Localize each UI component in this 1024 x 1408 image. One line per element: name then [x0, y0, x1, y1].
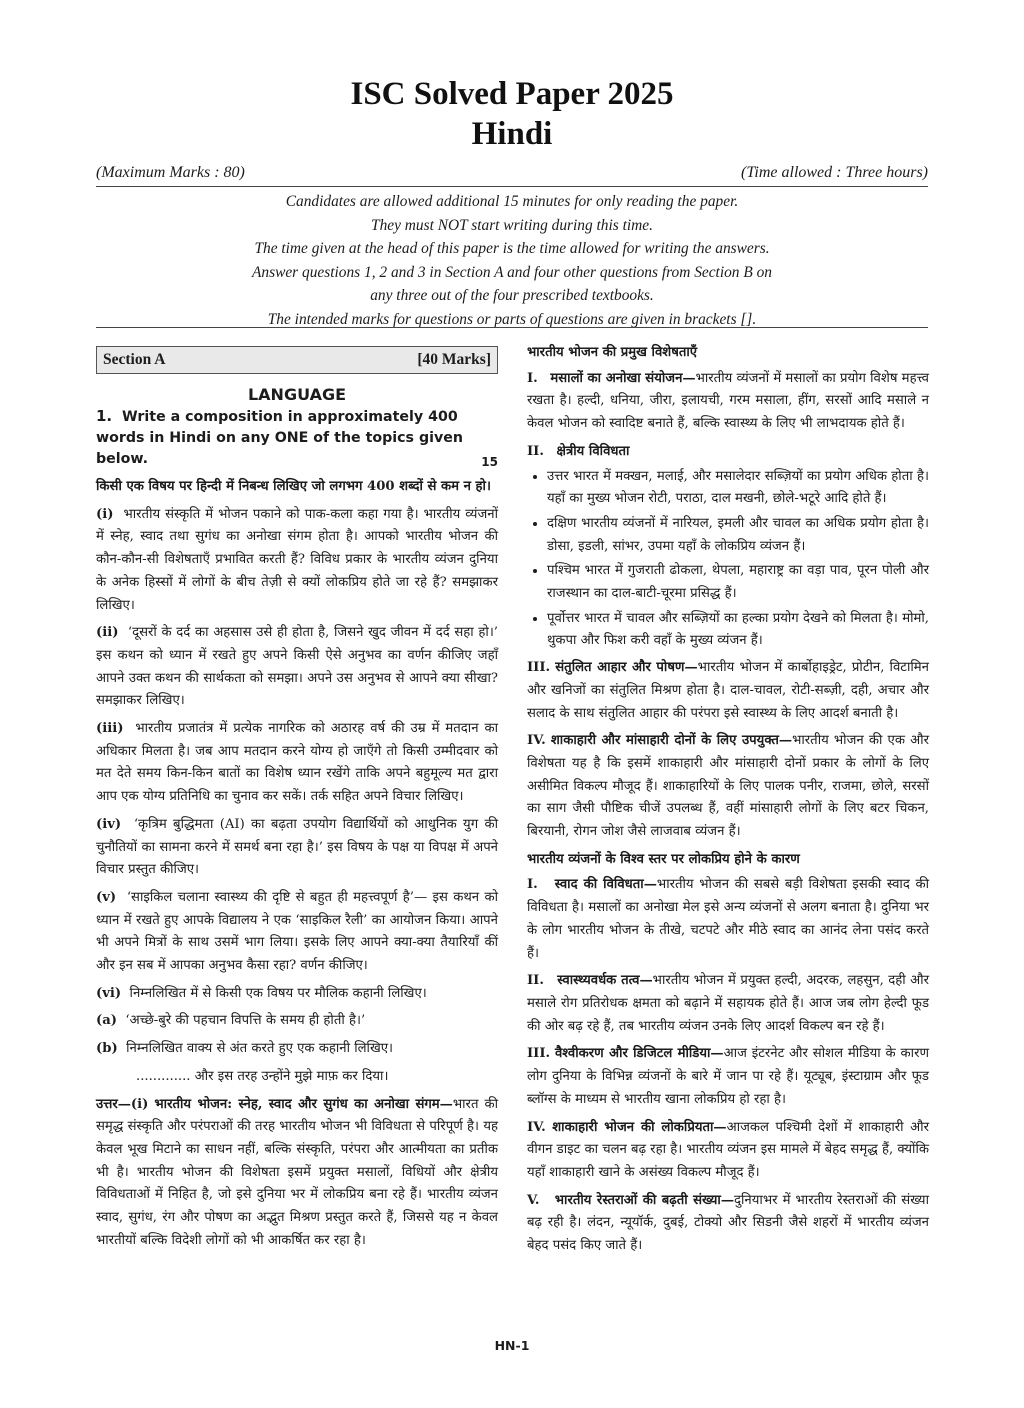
instruction-line: The time given at the head of this paper is the time allowed for writing the answers.	[254, 240, 770, 257]
topic-text: ‘कृत्रिम बुद्धिमता (AI) का बढ़ता उपयोग विद्यार्थियों को आधुनिक युग की चुनौतियों का सामना करने में समर्थ बना रहा है।’ इस विषय के पक्ष या विपक्ष में अपने विचार प्रस्तुत कीजिए।	[96, 816, 498, 878]
topic-text: निम्नलिखित में से किसी एक विषय पर मौलिक कहानी लिखिए।	[129, 985, 427, 1001]
topic-label: (a)	[96, 1013, 118, 1029]
answer-text: भारत की समृद्ध संस्कृति और परंपराओं की तरह भारतीय भोजन भी विविधता से परिपूर्ण है। यह केवल भूख मिटाने का साधन नहीं, बल्कि संस्कृति, परंपरा और आत्मीयता का प्रतीक भी है। भारतीय भोजन की विशेषता इसमें प्रयुक्त मसालों, विधियों और क्षेत्रीय विविधताओं में निहित है, जो इसे दुनिया भर में लोकप्रिय बना रहे हैं। भारतीय व्यंजन स्वाद, सुगंध, रंग और पोषण का अद्भुत मिश्रण प्रस्तुत करते हैं, जिससे यह न केवल भारतीयों बल्कि विदेशी लोगों को भी आकर्षित कर रहा है।	[96, 1096, 498, 1248]
topic-text: ‘साइकिल चलाना स्वास्थ्य की दृष्टि से बहुत ही महत्त्वपूर्ण है’— इस कथन को ध्यान में रखते हुए आपके विद्यालय ने एक ‘साइकिल रैली’ का आयोजन किया। आपने भी अपने मित्रों के साथ उसमें भाग लिया। इसके लिए आपने क्या-क्या तैयारियाँ कीं और इन सब में आपका अनुभव कैसा रहा? वर्णन कीजिए।	[96, 889, 498, 974]
topic-label: (b)	[96, 1041, 118, 1057]
point-text: आजकल पश्चिमी देशों में शाकाहारी और वीगन डाइट का चलन बढ़ रहा है। भारतीय व्यंजन इस मामले में बेहद समृद्ध हैं, क्योंकि यहाँ शाकाहारी खाने के असंख्य विकल्प मौजूद हैं।	[527, 1119, 929, 1180]
reason-point	[527, 1117, 929, 1185]
bullet-item: • दक्षिण भारतीय व्यंजनों में नारियल, इमली और चावल का अधिक प्रयोग होता है। डोसा, इडली, सांभर, उपमा यहाँ के लोकप्रिय व्यंजन हैं।	[547, 513, 929, 558]
section-label: Section A	[103, 351, 166, 368]
question-number: 1.	[96, 407, 113, 425]
feature-point	[527, 368, 929, 436]
header-rule-bottom	[96, 327, 928, 328]
point-heading: स्वास्थ्यवर्धक तत्व—	[557, 973, 653, 989]
regional-bullets	[527, 466, 929, 654]
answer-paragraph	[96, 1094, 498, 1253]
topic-label: (v)	[96, 889, 117, 905]
point-heading: भारतीय रेस्तराओं की बढ़ती संख्या—	[554, 1192, 735, 1208]
section-marks: [40 Marks]	[417, 351, 491, 368]
feature-point	[527, 441, 929, 464]
instruction-line: Answer questions 1, 2 and 3 in Section A and four other questions from Section B on	[252, 263, 772, 281]
feature-point	[527, 657, 929, 725]
instructions	[96, 190, 928, 331]
bullet-item: • पूर्वोत्तर भारत में चावल और सब्ज़ियों का हल्का प्रयोग देखने को मिलता है। मोमो, थुकपा और फिश करी वहाँ के मुख्य व्यंजन हैं।	[547, 608, 929, 653]
topic-text: निम्नलिखित वाक्य से अंत करते हुए एक कहानी लिखिए।	[126, 1041, 394, 1057]
point-text: भारतीय व्यंजनों में मसालों का प्रयोग विशेष महत्त्व रखता है। हल्दी, धनिया, जीरा, इलायची, गरम मसाला, हींग, सरसों आदि मसाले न केवल भोजन को स्वादिष्ट बनाते हैं, बल्कि स्वास्थ्य के लिए भी लाभदायक होते हैं।	[527, 370, 929, 432]
point-label: II.	[527, 443, 544, 459]
topic-item	[96, 887, 498, 978]
point-heading: स्वाद की विविधता—	[554, 877, 657, 893]
point-label: I.	[527, 370, 538, 386]
instruction-line: Candidates are allowed additional 15 minutes for only reading the paper.	[285, 193, 739, 210]
topic-label: (iv)	[96, 816, 122, 832]
topic-item	[96, 983, 498, 1006]
reason-point	[527, 1043, 929, 1111]
topic-label: (ii)	[96, 625, 119, 641]
instruction-line: The intended marks for questions or parts of questions are given in brackets [].	[267, 310, 757, 328]
topic-item	[96, 814, 498, 882]
point-heading: शाकाहारी भोजन की लोकप्रियता—	[552, 1119, 727, 1135]
topic-b-line: ............. और इस तरह उन्होंने मुझे माफ़ कर दिया।	[136, 1068, 389, 1084]
bullet-item: • उत्तर भारत में मक्खन, मलाई, और मसालेदार सब्ज़ियों का प्रयोग अधिक होता है। यहाँ का मुख्य भोजन रोटी, पराठा, दाल मखनी, छोले-भटूरे आदि होते हैं।	[547, 466, 929, 511]
answer-label: उत्तर—(i)	[96, 1096, 149, 1112]
popularity-heading: भारतीय व्यंजनों के विश्व स्तर पर लोकप्रिय होने के कारण	[527, 851, 800, 867]
question-text: Write a composition in approximately 400 words in Hindi on any ONE of the topics given below.	[96, 409, 463, 467]
point-text: भारतीय भोजन की सबसे बड़ी विशेषता इसकी स्वाद की विविधता है। मसालों का अनोखा मेल इसे अन्य व्यंजनों से अलग बनाता है। दुनिया भर के लोग भारतीय भोजन के तीखे, चटपटे और मीठे स्वाद का आनंद लेना पसंद करते हैं।	[527, 877, 929, 961]
point-label: V.	[527, 1192, 540, 1208]
point-label: I.	[527, 877, 538, 893]
point-label: IV.	[527, 733, 546, 749]
bullet-item: • पश्चिम भारत में गुजराती ढोकला, थेपला, महाराष्ट्र का वड़ा पाव, पूरन पोली और राजस्थान का दाल-बाटी-चूरमा प्रसिद्ध हैं।	[547, 560, 929, 605]
point-label: III.	[527, 660, 551, 676]
topic-text: भारतीय संस्कृति में भोजन पकाने को पाक-कला कहा गया है। भारतीय व्यंजनों में स्नेह, स्वाद तथा सुगंध का अनोखा संगम होता है। आपको भारतीय भोजन की कौन-कौन-सी विशेषताएँ प्रभावित करती हैं? विविध प्रकार के भारतीय व्यंजन दुनिया के अनेक हिस्सों में लोगों के बीच तेज़ी से क्यों लोकप्रिय होते जा रहे हैं? समझाकर लिखिए।	[96, 506, 498, 613]
topic-item	[96, 504, 498, 618]
question-hindi-instruction: किसी एक विषय पर हिन्दी में निबन्ध लिखिए जो लगभग 400 शब्दों से कम न हो।	[96, 479, 491, 494]
topic-item	[96, 1010, 498, 1033]
topic-label: (vi)	[96, 985, 122, 1001]
topic-item	[96, 1038, 498, 1061]
point-heading: शाकाहारी और मांसाहारी दोनों के लिए उपयुक्त—	[550, 733, 793, 749]
point-label: IV.	[527, 1119, 546, 1135]
answer-heading: भारतीय भोजन: स्नेह, स्वाद और सुगंध का अनोखा संगम—	[154, 1096, 453, 1112]
left-column	[96, 342, 498, 1258]
subject-title: Hindi	[471, 116, 553, 152]
point-heading: संतुलित आहार और पोषण—	[555, 660, 698, 676]
reason-point	[527, 970, 929, 1038]
features-heading: भारतीय भोजन की प्रमुख विशेषताएँ	[527, 345, 698, 360]
header-rule-top	[96, 186, 928, 187]
topic-label: (i)	[96, 506, 114, 522]
point-text: आज इंटरनेट और सोशल मीडिया के कारण लोग दुनिया के विभिन्न व्यंजनों के बारे में जान पा रहे हैं। यूट्यूब, इंस्टाग्राम और फूड ब्लॉग्स के माध्यम से भारतीय खाना लोकप्रिय हो रहा है।	[527, 1046, 929, 1107]
reason-point	[527, 1190, 929, 1258]
instruction-line: any three out of the four prescribed textbooks.	[370, 287, 654, 304]
topic-item	[96, 622, 498, 713]
point-heading: क्षेत्रीय विविधता	[556, 443, 630, 459]
reason-point	[527, 874, 929, 965]
language-heading: LANGUAGE	[247, 385, 347, 404]
topic-label: (iii)	[96, 721, 124, 737]
point-text: दुनियाभर में भारतीय रेस्तराओं की संख्या बढ़ रही है। लंदन, न्यूयॉर्क, दुबई, टोक्यो और सिडनी जैसे शहरों में भारतीय व्यंजन बेहद पसंद किए जाते हैं।	[527, 1192, 929, 1254]
point-label: III.	[527, 1046, 551, 1062]
question-marks: 15	[481, 455, 498, 469]
point-text: भारतीय भोजन में प्रयुक्त हल्दी, अदरक, लहसुन, दही और मसाले रोग प्रतिरोधक क्षमता को बढ़ाने में सहायक होते हैं। आज जब लोग हेल्दी फूड की ओर बढ़ रहे हैं, तब भारतीय व्यंजन उनके लिए आदर्श विकल्प बन रहे हैं।	[527, 973, 929, 1034]
maximum-marks: (Maximum Marks : 80)	[96, 164, 245, 181]
topic-text: ‘दूसरों के दर्द का अहसास उसे ही होता है, जिसने खुद जीवन में दर्द सहा हो।’ इस कथन को ध्यान में रखते हुए अपने किसी ऐसे अनुभव का वर्णन कीजिए जहाँ आपने उक्त कथन की सार्थकता को समझा। अपने उस अनुभव से आपने क्या सीखा? समझाकर लिखिए।	[96, 625, 499, 709]
page-number: HN-1	[494, 1338, 530, 1353]
point-heading: मसालों का अनोखा संयोजन—	[550, 370, 696, 386]
point-text: भारतीय भोजन में कार्बोहाइड्रेट, प्रोटीन, विटामिन और खनिजों का संतुलित मिश्रण होता है। दाल-चावल, रोटी-सब्ज़ी, दही, अचार और सलाद के साथ संतुलित आहार की परंपरा इसे स्वास्थ्य के लिए आदर्श बनाती है।	[527, 660, 929, 721]
topic-text: ‘अच्छे-बुरे की पहचान विपत्ति के समय ही होती है।’	[125, 1013, 366, 1029]
instruction-line: They must NOT start writing during this time.	[371, 216, 653, 234]
point-label: II.	[527, 973, 544, 989]
topic-item	[96, 718, 498, 809]
right-column	[527, 342, 929, 1263]
section-a-box	[96, 346, 498, 374]
point-text: भारतीय भोजन की एक और विशेषता यह है कि इसमें शाकाहारी और मांसाहारी दोनों प्रकार के लोगों के लिए असीमित विकल्प मौजूद हैं। शाकाहारियों के लिए पालक पनीर, राजमा, छोले, सरसों का साग जैसी पौष्टिक चीजें उपलब्ध हैं, वहीं मांसाहारी लोगों के लिए बटर चिकन, बिरयानी, रोगन जोश जैसे लाजवाब व्यंजन हैं।	[527, 733, 929, 840]
point-heading: वैश्वीकरण और डिजिटल मीडिया—	[554, 1046, 724, 1062]
time-allowed: (Time allowed : Three hours)	[741, 164, 928, 181]
paper-title: ISC Solved Paper 2025	[350, 76, 674, 112]
question-1	[96, 406, 498, 470]
topic-text: भारतीय प्रजातंत्र में प्रत्येक नागरिक को अठारह वर्ष की उम्र में मतदान का अधिकार मिलता है। जब आप मतदान करने योग्य हो जाएँगे तो किसी उम्मीदवार को मत देते समय किन-किन बातों का विशेष ध्यान रखेंगे ताकि अपने बहुमूल्य मत द्वारा आप एक योग्य प्रतिनिधि का चुनाव कर सकें। तर्क सहित अपने विचार लिखिए।	[96, 721, 498, 805]
feature-point	[527, 730, 929, 844]
